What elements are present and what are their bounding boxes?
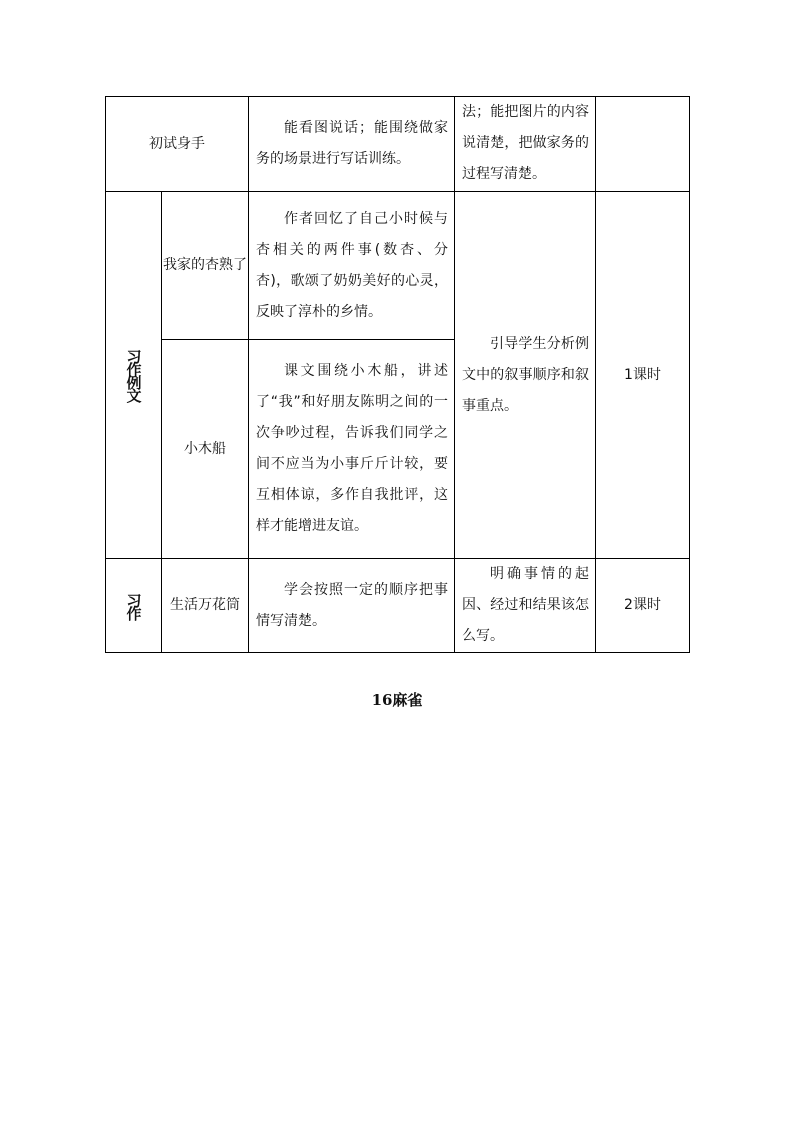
lesson-name: 我家的杏熟了 bbox=[163, 257, 247, 273]
lesson-name: 小木船 bbox=[184, 440, 226, 457]
group-label: 习作例文 bbox=[124, 349, 143, 401]
group-label-cell bbox=[106, 559, 162, 653]
guide-cell bbox=[455, 97, 596, 192]
hours-cell bbox=[596, 192, 690, 559]
table-row bbox=[106, 192, 690, 340]
hours-text: 2课时 bbox=[624, 597, 661, 613]
table-row bbox=[106, 97, 690, 192]
guide-text: 法；能把图片的内容说清楚，把做家务的过程写清楚。 bbox=[462, 104, 589, 182]
summary-text: 课文围绕小木船，讲述了“我”和好朋友陈明之间的一次争吵过程，告诉我们同学之间不应当为小事斤斤计较，要互相体谅，多作自我批评，这样才能增进友谊。 bbox=[256, 363, 448, 534]
guide-text: 引导学生分析例文中的叙事顺序和叙事重点。 bbox=[462, 335, 589, 414]
goal-text: 能看图说话；能围绕做家务的场景进行写话训练。 bbox=[256, 120, 448, 167]
guide-cell bbox=[455, 192, 596, 559]
lesson-name-cell bbox=[106, 97, 249, 192]
hours-cell bbox=[596, 559, 690, 653]
hours-text: 1课时 bbox=[624, 366, 661, 383]
hours-cell bbox=[596, 97, 690, 192]
summary-cell bbox=[249, 340, 455, 559]
group-label: 习作 bbox=[124, 592, 143, 619]
guide-cell bbox=[455, 559, 596, 653]
goal-cell bbox=[249, 97, 455, 192]
lesson-name-cell bbox=[162, 340, 249, 559]
lesson-name-cell bbox=[162, 559, 249, 653]
lesson-name: 生活万花筒 bbox=[170, 597, 240, 613]
summary-text: 作者回忆了自己小时候与杏相关的两件事(数杏、分杏)，歌颂了奶奶美好的心灵，反映了淳朴的乡情。 bbox=[256, 210, 448, 320]
summary-cell bbox=[249, 192, 455, 340]
table-row bbox=[106, 559, 690, 653]
guide-text: 明确事情的起因、经过和结果该怎么写。 bbox=[462, 566, 589, 644]
lesson-name-cell bbox=[162, 192, 249, 340]
lesson-name: 初试身手 bbox=[149, 135, 205, 152]
goal-text: 学会按照一定的顺序把事情写清楚。 bbox=[256, 581, 448, 629]
goal-cell bbox=[249, 559, 455, 653]
section-heading: 16麻雀 bbox=[371, 691, 423, 709]
lesson-plan-table bbox=[105, 96, 690, 653]
group-label-cell bbox=[106, 192, 162, 559]
